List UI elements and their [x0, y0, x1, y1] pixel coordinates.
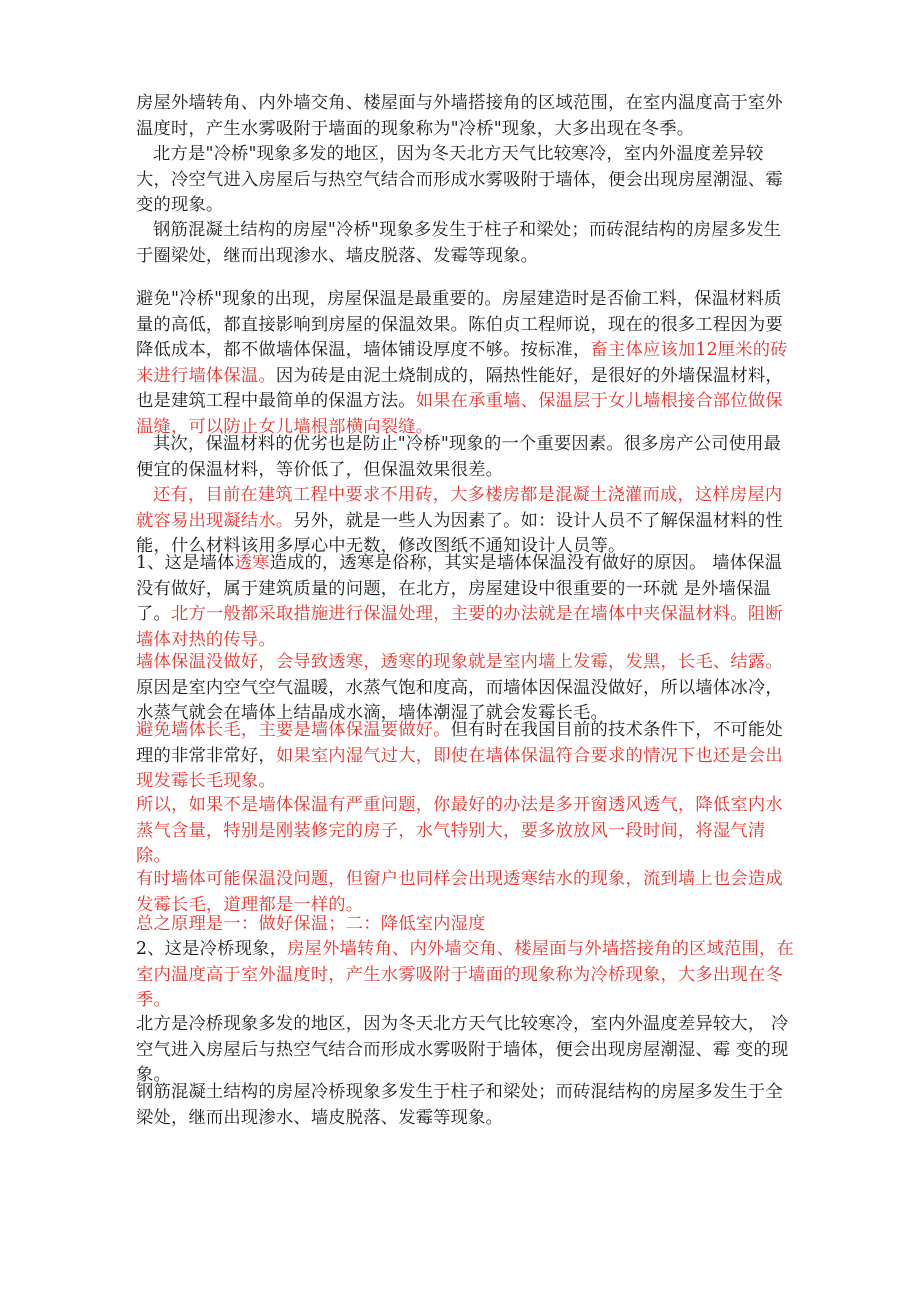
highlight-text-run: 如果在承重墙、保温层于女儿墙根接合部位做保温缝，可以防止女儿墙根部横向裂缝。 — [136, 391, 783, 437]
text-run: 1、这是墙体 — [136, 553, 235, 573]
text-run: 2、这是冷桥现象， — [136, 939, 288, 959]
text-run: 因为砖是由泥土烧制成的，隔热性能好，是很好的外墙保温材料，也是建筑工程中最简单的保温方法。 — [136, 365, 783, 411]
paragraph-avoid-mold — [136, 718, 796, 795]
highlight-text-run: 有时墙体可能保温没问题，但窗户也同样会出现透寒结水的现象，流到墙上也会造成发霉长毛，道理都是一样的。 — [136, 869, 783, 915]
paragraph-summary-principle — [136, 912, 796, 938]
paragraph-insulation-material — [136, 432, 796, 483]
text-run: 其次，保温材料的优劣也是防止"冷桥"现象的一个重要因素。很多房产公司使用最便宜的保温材料，等价低了，但保温效果很差。 — [136, 434, 782, 480]
highlight-text-run: 房屋外墙转角、内外墙交角、楼屋面与外墙搭接角的区域范围，在室内温度高于室外温度时，产生水雾吸附于墙面的现象称为冷桥现象，大多出现在冬季。 — [136, 939, 795, 1010]
paragraph-answer-1 — [136, 551, 796, 653]
paragraph-mold-cause — [136, 650, 796, 727]
paragraph-cold-bridge-definition — [136, 91, 796, 142]
text-run: 原因是室内空气空气温暖，水蒸气饱和度高，而墙体因保温没做好，所以墙体冰冷，水蒸气就会在墙体上结晶成水滴，墙体潮湿了就会发霉长毛。 — [136, 677, 783, 723]
highlight-text-run: 避免墙体长毛，主要是墙体保温要做好。 — [136, 720, 451, 740]
paragraph-concrete-structure — [136, 218, 796, 269]
paragraph-avoid-cold-bridge — [136, 287, 796, 440]
highlight-text-run: 所以，如果不是墙体保温有严重问题，你最好的办法是多开窗透风透气，降低室内水蒸气含量，特别是刚装修完的房子，水气特别大，要多放放风一段时间，将湿气清除。 — [136, 795, 783, 866]
text-run: 北方是"冷桥"现象多发的地区，因为冬天北方天气比较寒冷，室内外温度差异较大，冷空气进入房屋后与热空气结合而形成水雾吸附于墙体，便会出现房屋潮湿、霉变的现象。 — [136, 144, 783, 215]
highlight-text-run: 总之原理是一：做好保温；二：降低室内湿度 — [136, 914, 486, 934]
paragraph-condensation — [136, 483, 796, 560]
text-run: 避免"冷桥"现象的出现，房屋保温是最重要的。房屋建造时是否偷工料，保温材料质量的高低，都直接影响到房屋的保温效果。陈伯贞工程师说，现在的很多工程因为要降低成本，都不做墙体保温，墙体铺设厚度不够。按标准， — [136, 289, 783, 360]
text-run: 钢筋混凝土结构的房屋"冷桥"现象多发生于柱子和梁处；而砖混结构的房屋多发生于圈梁处，继而出现渗水、墙皮脱落、发霉等现象。 — [136, 220, 782, 266]
highlight-text-run: 透寒 — [234, 553, 270, 573]
highlight-text-run: 北方一般都采取措施进行保温处理，主要的办法就是在墙体中夹保温材料。阻断墙体对热的传导。 — [136, 604, 783, 650]
highlight-text-run: 还有，目前在建筑工程中要求不用砖，大多楼房都是混凝土浇灌而成，这样房屋内就容易出现凝结水。 — [136, 485, 783, 531]
paragraph-concrete-structure-repeat — [136, 1080, 796, 1131]
text-run: 钢筋混凝土结构的房屋冷桥现象多发生于柱子和梁处；而砖混结构的房屋多发生于全梁处，继而出现渗水、墙皮脱落、发霉等现象。 — [136, 1082, 783, 1128]
paragraph-window-condensation — [136, 867, 796, 918]
highlight-text-run: 如果室内湿气过大，即使在墙体保温符合要求的情况下也还是会出现发霉长毛现象。 — [136, 745, 783, 791]
text-run: 但有时在我国目前的技术条件下，不可能处理的非常非常好， — [136, 720, 783, 766]
paragraph-north-cold-bridge — [136, 142, 796, 219]
text-run: 造成的，透寒是俗称，其实是墙体保温没有做好的原因。 墙体保温没有做好，属于建筑质量的问题，在北方，房屋建设中很重要的一环就 是外墙保温了。 — [136, 553, 783, 624]
highlight-text-run: 畜主体应该加12厘米的砖来进行墙体保温。 — [136, 340, 788, 386]
paragraph-north-cold-bridge-repeat — [136, 1012, 796, 1089]
paragraph-ventilation — [136, 793, 796, 870]
paragraph-answer-2 — [136, 937, 796, 1014]
text-run: 另外，就是一些人为因素了。如：设计人员不了解保温材料的性能，什么材料该用多厚心中无数，修改图纸不通知设计人员等。 — [136, 510, 783, 556]
text-run: 北方是冷桥现象多发的地区，因为冬天北方天气比较寒冷，室内外温度差异较大， 冷空气进入房屋后与热空气结合而形成水雾吸附于墙体，便会出现房屋潮湿、霉 变的现象。 — [136, 1014, 789, 1085]
highlight-text-run: 墙体保温没做好，会导致透寒，透寒的现象就是室内墙上发霉，发黑，长毛、结露。 — [136, 652, 783, 672]
text-run: 房屋外墙转角、内外墙交角、楼屋面与外墙搭接角的区域范围，在室内温度高于室外温度时，产生水雾吸附于墙面的现象称为"冷桥"现象，大多出现在冬季。 — [136, 93, 783, 139]
